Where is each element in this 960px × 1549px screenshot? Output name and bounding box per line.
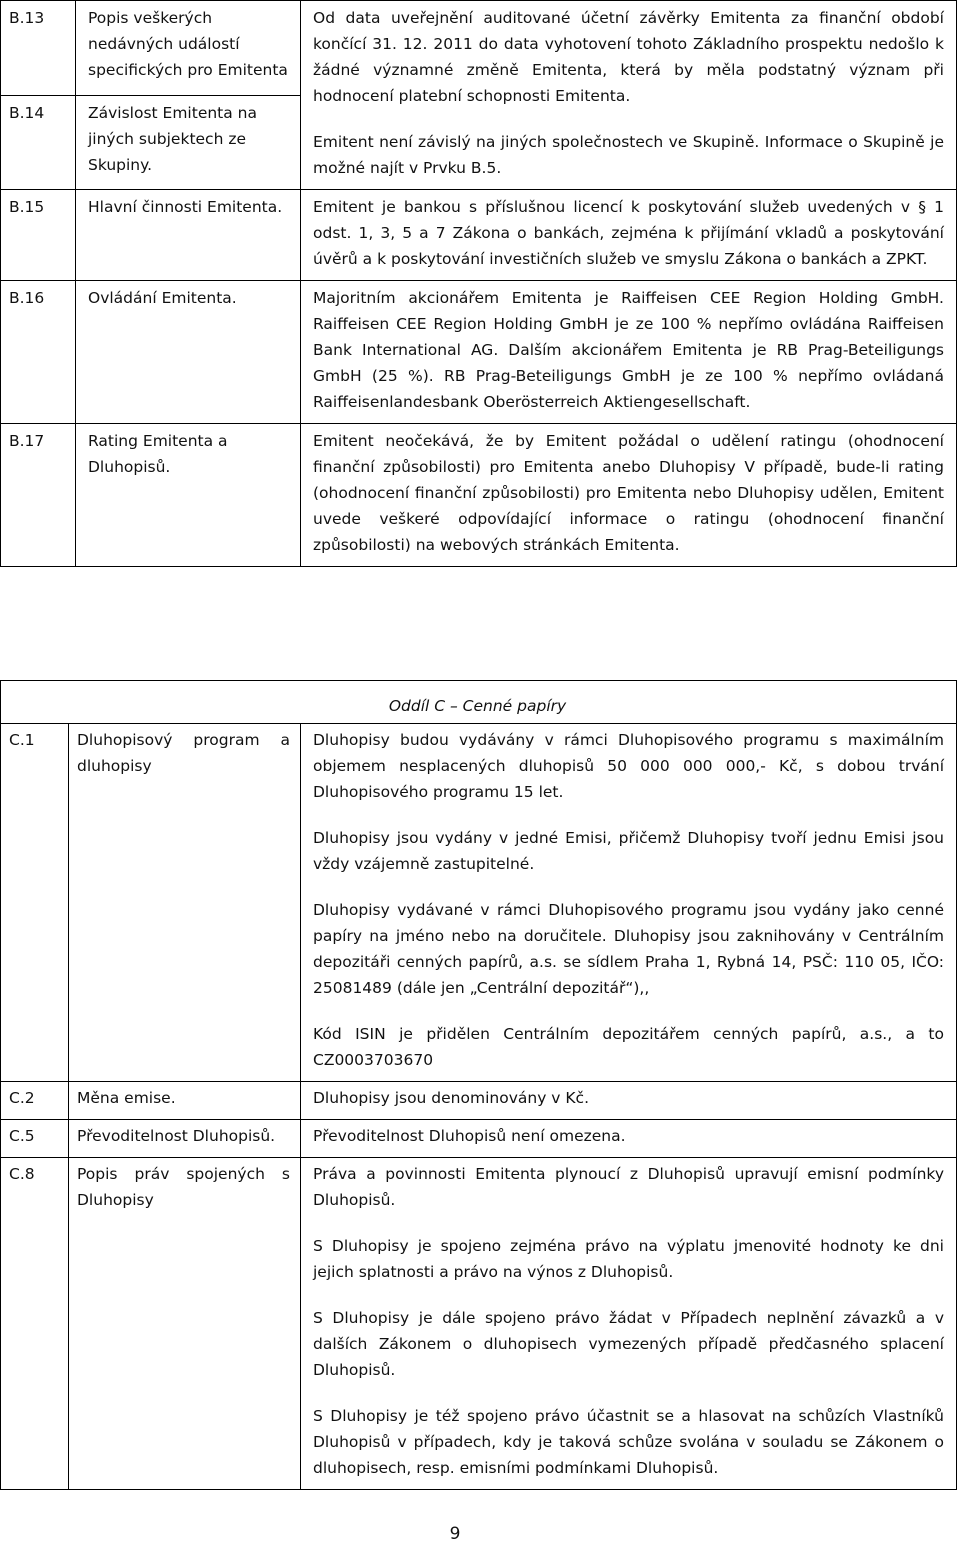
row-content [301, 724, 957, 1082]
row-content [301, 1158, 957, 1490]
paragraph: Emitent není závislý na jiných společnostech ve Skupině. Informace o Skupině je možné najít v Prvku B.5. [313, 133, 944, 177]
table-row [1, 190, 957, 281]
table-row [1, 1082, 957, 1120]
row-id: B.17 [1, 424, 76, 567]
section-b-table [0, 0, 957, 567]
row-title: Měna emise. [69, 1082, 301, 1120]
section-c-table [0, 680, 957, 1490]
row-content [301, 1120, 957, 1158]
row-id: B.15 [1, 190, 76, 281]
paragraph: Kód ISIN je přidělen Centrálním depozitářem cenných papírů, a.s., a to CZ0003703670 [313, 1025, 944, 1069]
paragraph: S Dluhopisy je dále spojeno právo žádat v Případech neplnění závazků a v dalších Zákonem o dluhopisech vymezených případě předčasného splacení Dluhopisů. [313, 1309, 944, 1379]
paragraph: Majoritním akcionářem Emitenta je Raiffeisen CEE Region Holding GmbH. Raiffeisen CEE Region Holding GmbH je ze 100 % nepřímo ovládána Raiffeisen Bank International AG. Dalším akcionářem Emitenta je RB Prag-Beteiligungs GmbH (25 %). RB Prag-Beteiligungs GmbH je ze 100 % nepřímo ovládaná Raiffeisenlandesbank Oberösterreich Aktiengesellschaft. [313, 289, 944, 411]
paragraph: Emitent je bankou s příslušnou licencí k poskytování služeb uvedených v § 1 odst. 1, 3, 5 a 7 Zákona o bankách, zejména k přijímání vkladů a poskytování úvěrů a k poskytování investičních služeb ve smyslu Zákona o bankách a ZPKT. [313, 198, 944, 268]
row-title: Ovládání Emitenta. [76, 281, 301, 424]
row-id: C.1 [1, 724, 69, 1082]
row-title: Hlavní činnosti Emitenta. [76, 190, 301, 281]
row-id: C.8 [1, 1158, 69, 1490]
paragraph: Dluhopisy budou vydávány v rámci Dluhopisového programu s maximálním objemem nesplacených dluhopisů 50 000 000 000,- Kč, s dobou trvání Dluhopisového programu 15 let. [313, 731, 944, 801]
table-row [1, 724, 957, 1082]
row-content [301, 1, 957, 190]
row-id: B.13 [1, 1, 76, 96]
row-content [301, 424, 957, 567]
paragraph: Dluhopisy jsou denominovány v Kč. [313, 1089, 590, 1107]
paragraph: Dluhopisy vydávané v rámci Dluhopisového programu jsou vydány jako cenné papíry na jméno nebo na doručitele. Dluhopisy jsou zaknihovány v Centrálním depozitáři cenných papírů, a.s. se sídlem Praha 1, Rybná 14, PSČ: 110 05, IČO: 25081489 (dále jen „Centrální depozitář“),, [313, 901, 944, 997]
row-id: B.14 [1, 95, 76, 190]
row-title: Dluhopisový program a dluhopisy [69, 724, 301, 1082]
paragraph: Emitent neočekává, že by Emitent požádal o udělení ratingu (ohodnocení finanční způsobilosti) pro Emitenta anebo Dluhopisy V případě, bude-li rating (ohodnocení finanční způsobilosti) pro Emitenta nebo Dluhopisy udělen, Emitent uvede veškeré odpovídající informace o ratingu (ohodnocení finanční způsobilosti) na webových stránkách Emitenta. [313, 432, 944, 554]
row-id: B.16 [1, 281, 76, 424]
row-title: Závislost Emitenta na jiných subjektech ze Skupiny. [76, 95, 301, 190]
table-row [1, 424, 957, 567]
row-content [301, 281, 957, 424]
paragraph: S Dluhopisy je spojeno zejména právo na výplatu jmenovité hodnoty ke dni jejich splatnosti a právo na výnos z Dluhopisů. [313, 1237, 944, 1281]
paragraph: Převoditelnost Dluhopisů není omezena. [313, 1127, 626, 1145]
row-id: C.5 [1, 1120, 69, 1158]
paragraph: S Dluhopisy je též spojeno právo účastnit se a hlasovat na schůzích Vlastníků Dluhopisů v případech, kdy je taková schůze svolána v souladu se Zákonem o dluhopisech, resp. emisními podmínkami Dluhopisů. [313, 1407, 944, 1477]
table-row [1, 1120, 957, 1158]
table-row [1, 281, 957, 424]
row-title: Popis veškerých nedávných událostí specifických pro Emitenta [76, 1, 301, 96]
page-number: 9 [449, 1524, 461, 1544]
paragraph: Dluhopisy jsou vydány v jedné Emisi, přičemž Dluhopisy tvoří jednu Emisi jsou vždy vzájemně zastupitelné. [313, 829, 944, 873]
table-row [1, 1, 957, 96]
row-content [301, 190, 957, 281]
row-content [301, 1082, 957, 1120]
row-title: Popis práv spojených s Dluhopisy [69, 1158, 301, 1490]
section-heading: Oddíl C – Cenné papíry [1, 681, 957, 724]
section-heading-row [1, 681, 957, 724]
table-row [1, 1158, 957, 1490]
row-title: Převoditelnost Dluhopisů. [69, 1120, 301, 1158]
row-title: Rating Emitenta a Dluhopisů. [76, 424, 301, 567]
paragraph: Práva a povinnosti Emitenta plynoucí z Dluhopisů upravují emisní podmínky Dluhopisů. [313, 1165, 944, 1209]
row-id: C.2 [1, 1082, 69, 1120]
paragraph: Od data uveřejnění auditované účetní závěrky Emitenta za finanční období končící 31. 12. 2011 do data vyhotovení tohoto Základního prospektu nedošlo k žádné významné změně Emitenta, která by měla podstatný význam při hodnocení platební schopnosti Emitenta. [313, 9, 944, 105]
